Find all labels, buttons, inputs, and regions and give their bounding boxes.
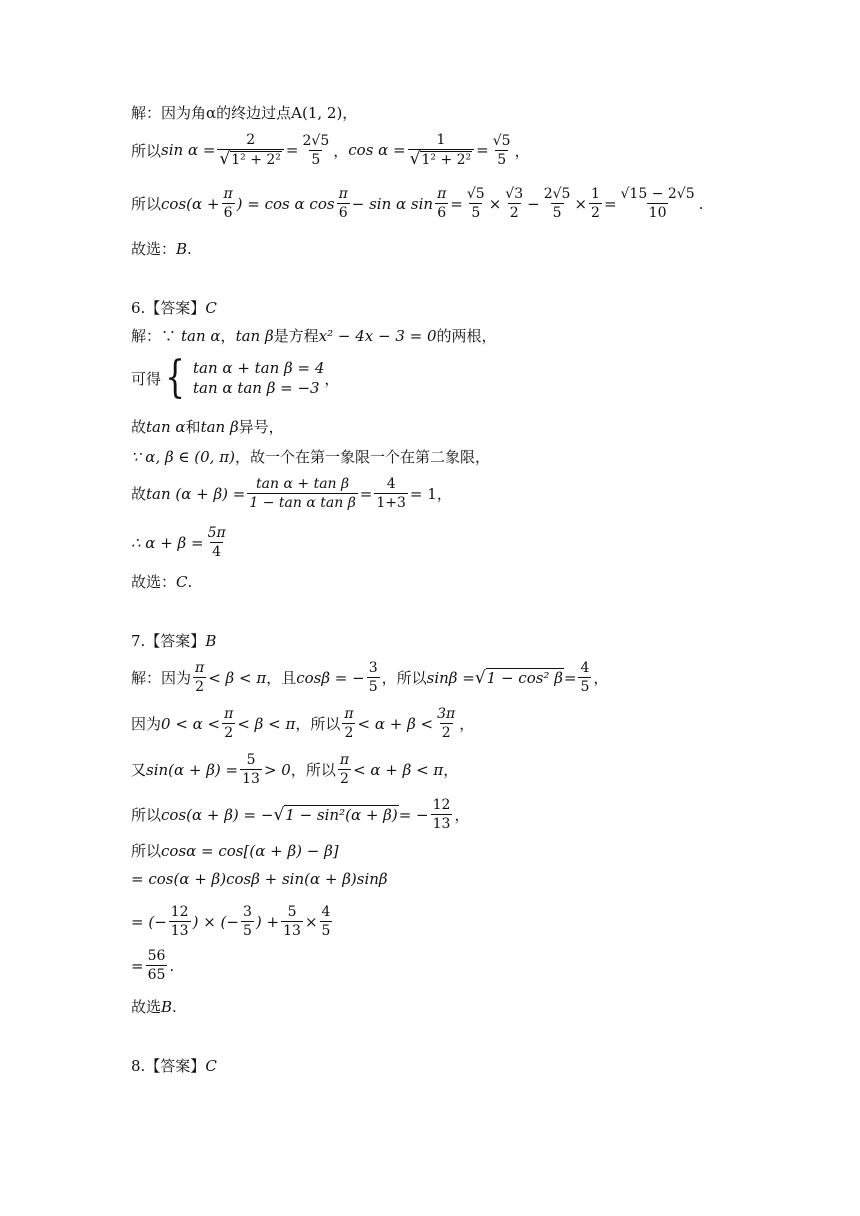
answer-choice: C [205, 1056, 217, 1075]
q5-solution-intro [131, 102, 357, 123]
cos-lhs: cos α = [348, 141, 406, 159]
q7-line5: 所以 cosα = cos[(α + β) − β] [131, 841, 339, 860]
equals: = [285, 141, 299, 159]
q6-system-line: 可得 { tan α + tan β = 4 tan α tan β = −3 ， [131, 352, 340, 403]
q7-line1: 解：因为 $\frac{\pi}{2}$ < β < π ，且 cosβ = − $\frac{3}{5}$ ，所以 sinβ = √ 1 − cos² β = $\frac{4}{5}$ ， [131, 660, 609, 695]
fraction: 2 √ 1² + 2² [217, 132, 284, 168]
answer-choice: B [176, 239, 188, 258]
q5-cos-sum-line: 所以 cos(α + $\frac{\pi}{6}$ ) = cos α cos $\frac{\pi}{6}$ − sin α sin $\frac{\pi}{6}$ = $\frac{√5}{5}$ × $\frac{√3}{2}$ − $\frac{2√5}{5}$ × $\frac{1}{2}$ = $\frac{√15 - 2√5}{10}$ . [131, 186, 704, 221]
answer-choice: B [161, 997, 173, 1016]
q6-line6: ∴ α + β = $\frac{5\pi}{4}$ [131, 525, 226, 560]
equation-system: { tan α + tan β = 4 tan α tan β = −3 [165, 352, 325, 403]
answer-choice: C [205, 298, 217, 317]
fraction: $\frac{2√5}{5}$ [302, 132, 330, 168]
fraction: $\frac{√5}{5}$ [492, 132, 511, 168]
equals: = [476, 141, 489, 159]
q5-sin-cos-line: 所以 sin α = 2 √ 1² + 2² = $\frac{2√5}{5}$ ， cos α = 1 √ 1² + 2² = $\frac{√5}{5}$ ， [131, 132, 530, 169]
q6-choose-line: 故选： C . [131, 572, 193, 591]
answer-choice: C [176, 572, 188, 591]
q7-header: 7.【答案】 B [131, 631, 217, 650]
text: 所以 [131, 141, 162, 160]
q7-line8: = $\frac{56}{65}$ . [131, 948, 175, 983]
q6-line3: 故 tan α 和 tan β 异号， [131, 417, 284, 436]
q7-line2: 因为 0 < α < $\frac{\pi}{2}$ < β < π ，所以 $\frac{\pi}{2}$ < α + β < $\frac{3\pi}{2}$ ， [131, 706, 475, 741]
separator: ， [333, 141, 349, 160]
answer-choice: B [205, 631, 217, 650]
q7-choose-line: 故选 B . [131, 997, 177, 1016]
q6-line1: 解：∵ tan α ， tan β 是方程 x² − 4x − 3 = 0 的两根， [131, 326, 497, 345]
q6-header: 6.【答案】 C [131, 298, 217, 317]
q6-line5: 故 tan (α + β) = $\frac{\text{tan α + tan β}}{\text{1 − tan α tan β}}$ = $\frac{4}{1+3}$ = 1 ， [131, 476, 452, 511]
q7-line3: 又 sin(α + β) = $\frac{5}{13}$ > 0 ，所以 $\frac{\pi}{2}$ < α + β < π ， [131, 752, 459, 787]
q5-choose-line: 故选： B . [131, 239, 192, 258]
q7-line7: = (− $\frac{12}{13}$ ) × (− $\frac{3}{5}$ ) + $\frac{5}{13}$ × $\frac{4}{5}$ [131, 904, 331, 939]
fraction: 1 √ 1² + 2² [408, 132, 475, 168]
q8-header: 8.【答案】 C [131, 1056, 217, 1075]
q7-line6: = cos(α + β)cosβ + sin(α + β)sinβ [131, 870, 388, 888]
sin-lhs: sin α = [161, 141, 216, 159]
q6-line4: ∵ α, β ∈ (0, π) ，故一个在第一象限一个在第二象限， [131, 447, 490, 466]
q5-intro-text: 解：因为角α的终边过点A(1, 2)， [131, 104, 358, 122]
q7-line4: 所以 cos(α + β) = − √ 1 − sin²(α + β) = − $\frac{12}{13}$ ， [131, 797, 470, 832]
